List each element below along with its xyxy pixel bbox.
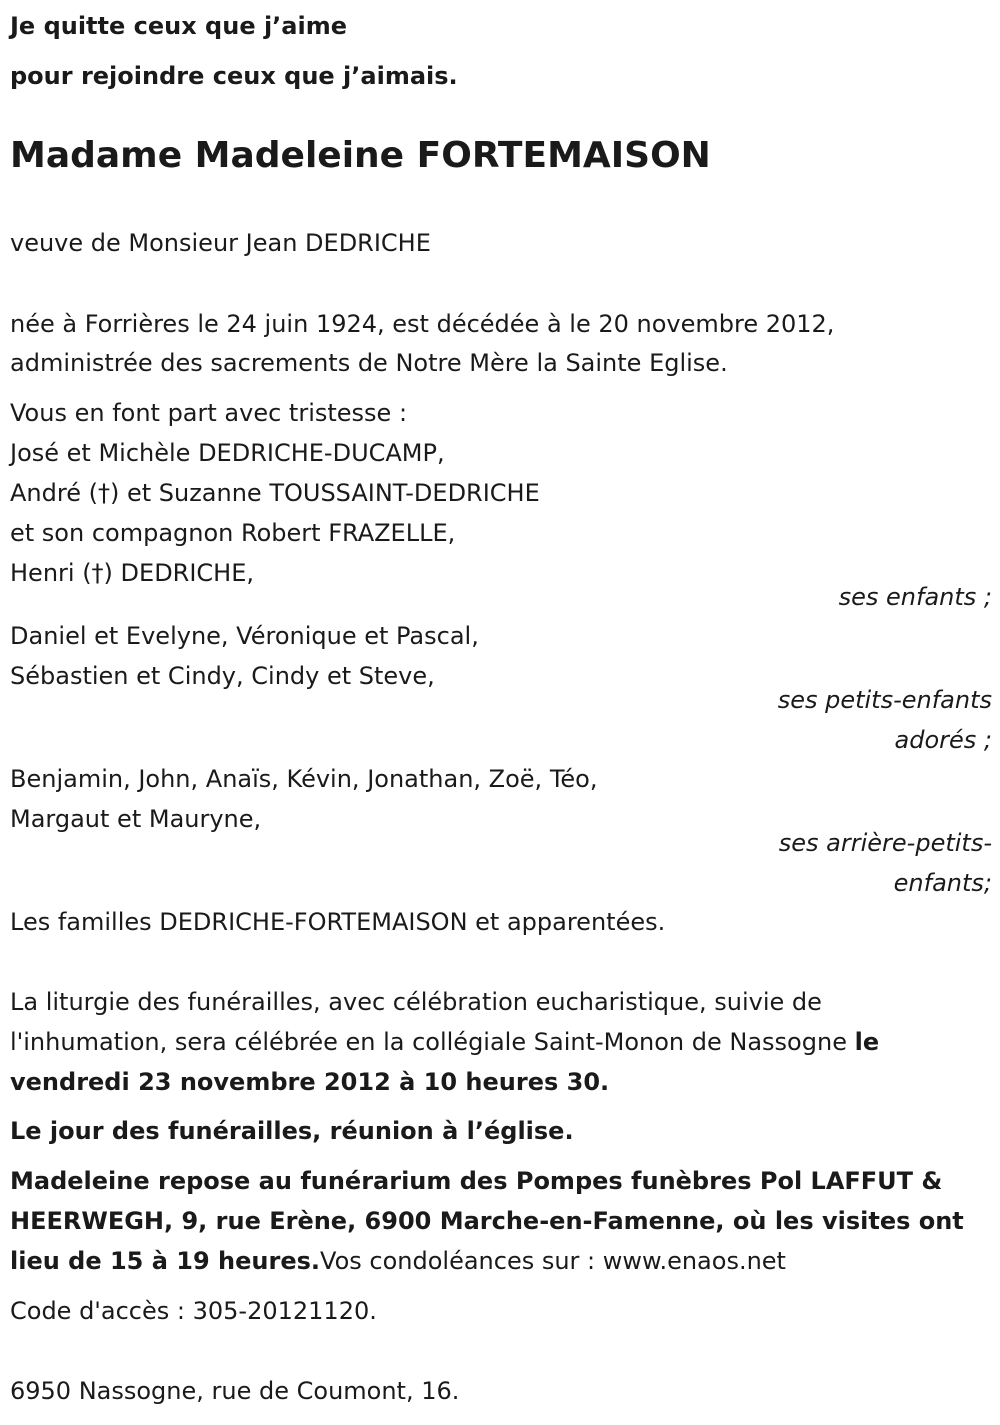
- rest-line-1: Madeleine repose au funérarium des Pompes funèbres Pol LAFFUT &: [10, 1167, 943, 1195]
- great-grandchildren-line: Margaut et Mauryne,: [10, 805, 262, 833]
- liturgy-line-2-regular: l'inhumation, sera célébrée en la collégiale Saint-Monon de Nassogne: [10, 1028, 855, 1056]
- grandchildren-role-line-2: adorés ;: [894, 726, 992, 754]
- meeting: Le jour des funérailles, réunion à l’église.: [10, 1117, 574, 1145]
- condolences-text: Vos condoléances sur : www.enaos.net: [320, 1247, 786, 1275]
- families: Les familles DEDRICHE-FORTEMAISON et apparentées.: [10, 908, 666, 936]
- deceased-name: Madame Madeleine FORTEMAISON: [10, 135, 711, 176]
- address: 6950 Nassogne, rue de Coumont, 16.: [10, 1377, 460, 1405]
- great-grandchildren-role-line-1: ses arrière-petits-: [778, 829, 992, 857]
- access-code: Code d'accès : 305-20121120.: [10, 1297, 377, 1325]
- children-line: José et Michèle DEDRICHE-DUCAMP,: [10, 439, 445, 467]
- quote-line-1: Je quitte ceux que j’aime: [10, 12, 348, 40]
- quote-line-2: pour rejoindre ceux que j’aimais.: [10, 62, 458, 90]
- widow-of: veuve de Monsieur Jean DEDRICHE: [10, 229, 431, 257]
- announcement-intro: Vous en font part avec tristesse :: [10, 399, 408, 427]
- grandchildren-line: Daniel et Evelyne, Véronique et Pascal,: [10, 622, 479, 650]
- children-line: André (†) et Suzanne TOUSSAINT-DEDRICHE: [10, 479, 540, 507]
- birth-death-line-2: administrée des sacrements de Notre Mère la Sainte Eglise.: [10, 349, 728, 377]
- obituary-notice: [10, 0, 992, 1425]
- liturgy-line-1: La liturgie des funérailles, avec célébration eucharistique, suivie de: [10, 988, 822, 1016]
- grandchildren-role-line-1: ses petits-enfants: [777, 686, 992, 714]
- great-grandchildren-role-line-2: enfants;: [893, 869, 992, 897]
- great-grandchildren-line: Benjamin, John, Anaïs, Kévin, Jonathan, Zoë, Téo,: [10, 765, 598, 793]
- liturgy-line-2-bold: le: [854, 1028, 880, 1056]
- rest-visit-hours: lieu de 15 à 19 heures.: [10, 1247, 321, 1275]
- liturgy-date: vendredi 23 novembre 2012 à 10 heures 30.: [10, 1068, 610, 1096]
- rest-line-2: HEERWEGH, 9, rue Erène, 6900 Marche-en-Famenne, où les visites ont: [10, 1207, 964, 1235]
- children-line: Henri (†) DEDRICHE,: [10, 559, 255, 587]
- grandchildren-line: Sébastien et Cindy, Cindy et Steve,: [10, 662, 435, 690]
- children-role: ses enfants ;: [838, 583, 992, 611]
- birth-death-line-1: née à Forrières le 24 juin 1924, est décédée à le 20 novembre 2012,: [10, 310, 835, 338]
- liturgy-line-2: [10, 1027, 879, 1057]
- children-line: et son compagnon Robert FRAZELLE,: [10, 519, 456, 547]
- rest-line-3: [10, 1246, 786, 1276]
